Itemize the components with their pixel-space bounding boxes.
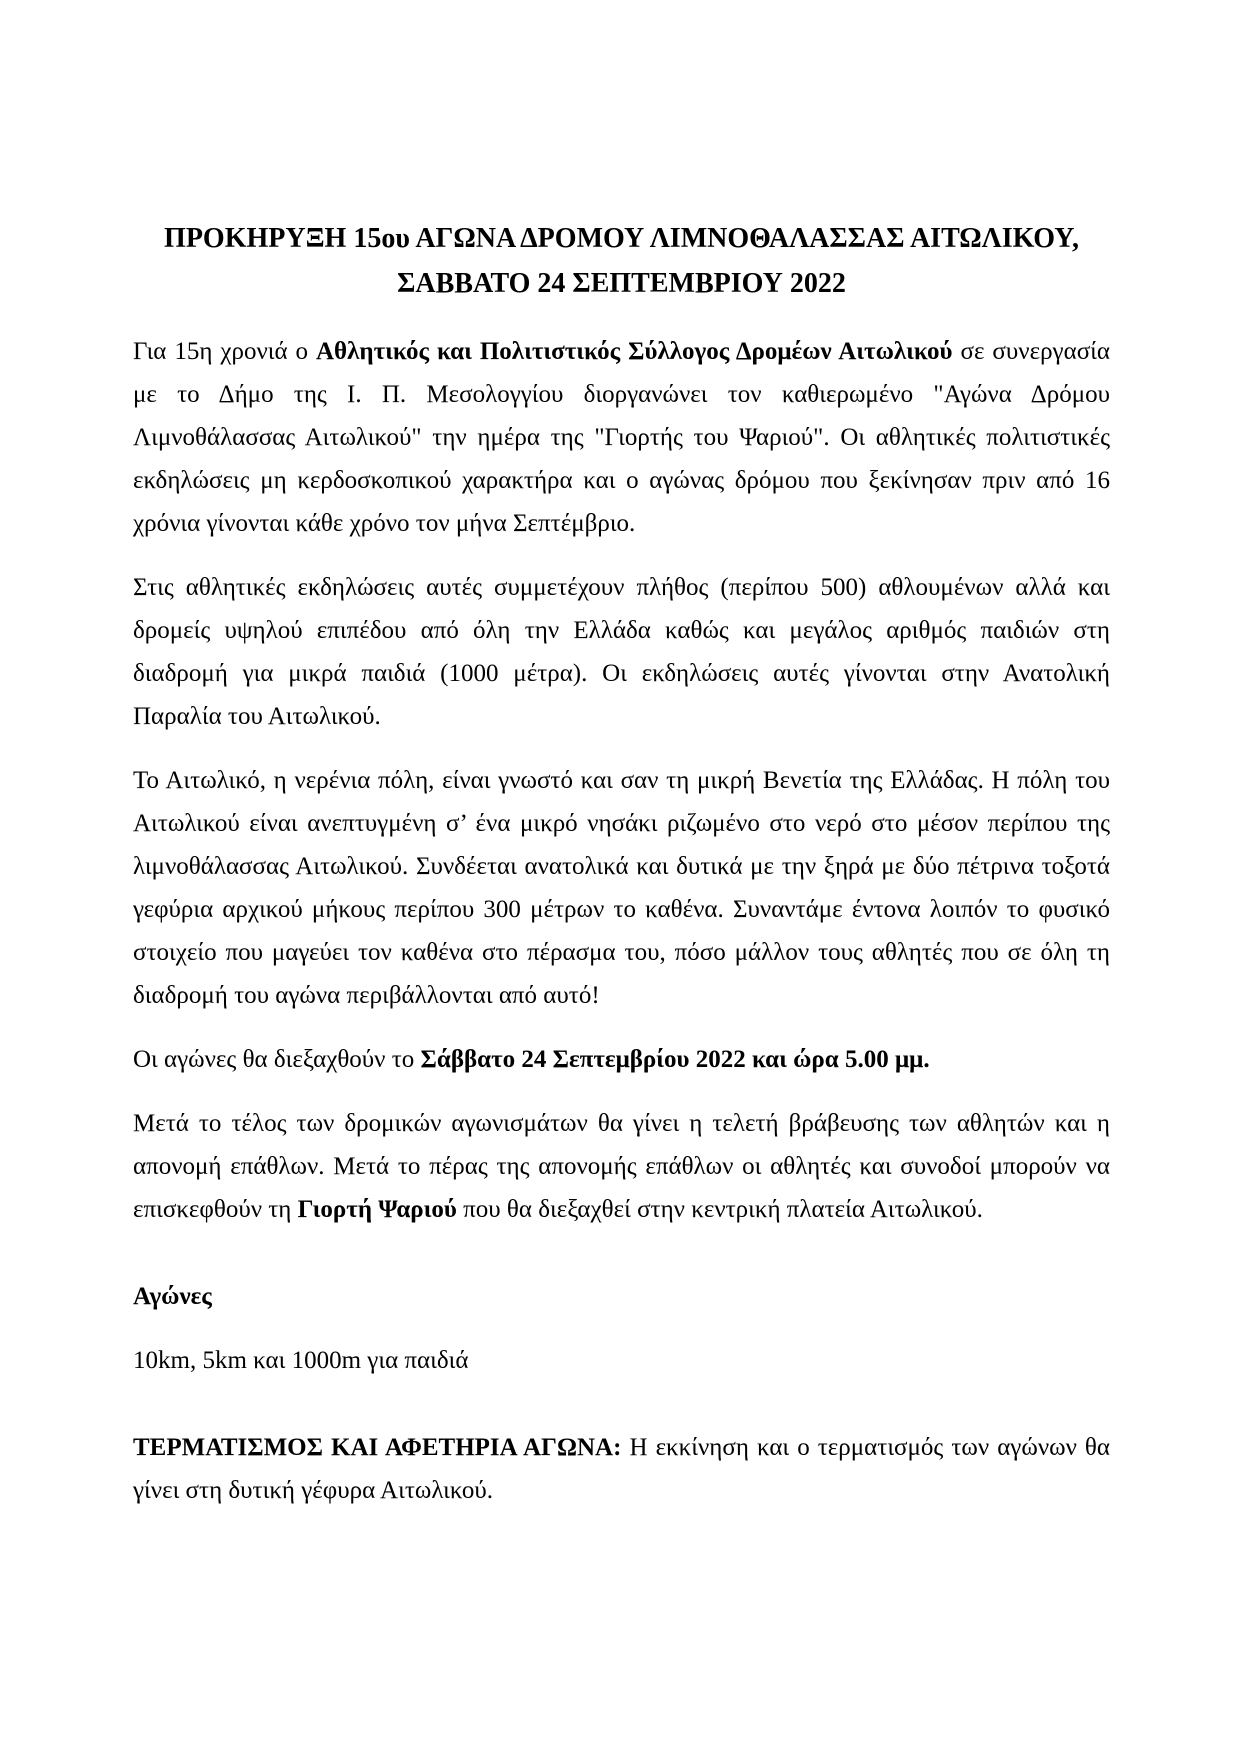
text-run: που θα διεξαχθεί στην κεντρική πλατεία Αιτωλικού. <box>456 1196 983 1223</box>
races-list <box>133 1339 1110 1382</box>
bold-text-run: Γιορτή Ψαριού <box>297 1196 457 1223</box>
text-run: Μετά το τέλος των δρομικών αγωνισμάτων θα γίνει η τελετή βράβευσης των αθλητών και η απονομή επάθλων. Μετά το πέρας της απονομής επάθλων οι αθλητές και συνοδοί μπορούν να επισκεφθούν τη <box>133 1110 1110 1223</box>
races-heading <box>133 1275 1110 1318</box>
text-run: Το Αιτωλικό, η νερένια πόλη, είναι γνωστό και σαν τη μικρή Βενετία της Ελλάδας. Η πόλη του Αιτωλικού είναι ανεπτυγμένη σ’ ένα μικρό νησάκι ριζωμένο στο νερό στο μέσον περίπου της λιμνοθάλασσας Αιτωλικού. Συνδέεται ανατολικά και δυτικά με την ξηρά με δύο πέτρινα τοξοτά γεφύρια αρχικού μήκους περίπου 300 μέτρων το καθένα. Συναντάμε έντονα λοιπόν το φυσικό στοιχείο που μαγεύει τον καθένα στο πέρασμα του, πόσο μάλλον τους αθλητές που σε όλη τη διαδρομή του αγώνα περιβάλλονται από αυτό! <box>133 767 1110 1009</box>
text-run: Οι αγώνες θα διεξαχθούν το <box>133 1046 421 1073</box>
text-run: 10km, 5km και 1000m για παιδιά <box>133 1347 469 1374</box>
text-run: Για 15η χρονιά ο <box>133 338 316 365</box>
bold-text-run: Σάββατο 24 Σεπτεμβρίου 2022 και ώρα 5.00 μμ. <box>420 1046 930 1073</box>
bold-text-run: Αθλητικός και Πολιτιστικός Σύλλογος Δρομέων Αιτωλικού <box>316 338 953 365</box>
text-run: σε συνεργασία με το Δήμο της Ι. Π. Μεσολογγίου διοργανώνει τον καθιερωμένο "Αγώνα Δρόμου Λιμνοθάλασσας Αιτωλικού" την ημέρα της "Γιορτής του Ψαριού". Οι αθλητικές πολιτιστικές εκδηλώσεις μη κερδοσκοπικού χαρακτήρα και ο αγώνας δρόμου που ξεκίνησαν πριν από 16 χρόνια γίνονται κάθε χρόνο τον μήνα Σεπτέμβριο. <box>133 338 1110 537</box>
awards-paragraph <box>133 1102 1110 1231</box>
start-finish-paragraph <box>133 1426 1110 1512</box>
document-title <box>133 216 1110 306</box>
text-run: Η εκκίνηση και ο τερματισμός των αγώνων θα γίνει στη δυτική γέφυρα Αιτωλικού. <box>133 1434 1110 1504</box>
bold-text-run: ΤΕΡΜΑΤΙΣΜΟΣ ΚΑΙ ΑΦΕΤΗΡΙΑ ΑΓΩΝΑ: <box>133 1434 622 1461</box>
title-line-2: ΣΑΒΒΑΤΟ 24 ΣΕΠΤΕΜΒΡΙΟΥ 2022 <box>397 268 846 299</box>
text-run: Στις αθλητικές εκδηλώσεις αυτές συμμετέχουν πλήθος (περίπου 500) αθλουμένων αλλά και δρομείς υψηλού επιπέδου από όλη την Ελλάδα καθώς και μεγάλος αριθμός παιδιών στη διαδρομή για μικρά παιδιά (1000 μέτρα). Οι εκδηλώσεις αυτές γίνονται στην Ανατολική Παραλία του Αιτωλικού. <box>133 574 1110 730</box>
bold-text-run: Αγώνες <box>133 1283 212 1310</box>
intro-paragraph <box>133 330 1110 545</box>
paragraphs-container <box>133 330 1110 1512</box>
document-content <box>133 216 1110 1533</box>
race-date-paragraph <box>133 1038 1110 1081</box>
aitoliko-description-paragraph <box>133 759 1110 1017</box>
title-line-1: ΠΡΟΚΗΡΥΞΗ 15ου ΑΓΩΝΑ ΔΡΟΜΟΥ ΛΙΜΝΟΘΑΛΑΣΣΑΣ ΑΙΤΩΛΙΚΟΥ, <box>164 223 1079 254</box>
participants-paragraph <box>133 566 1110 738</box>
